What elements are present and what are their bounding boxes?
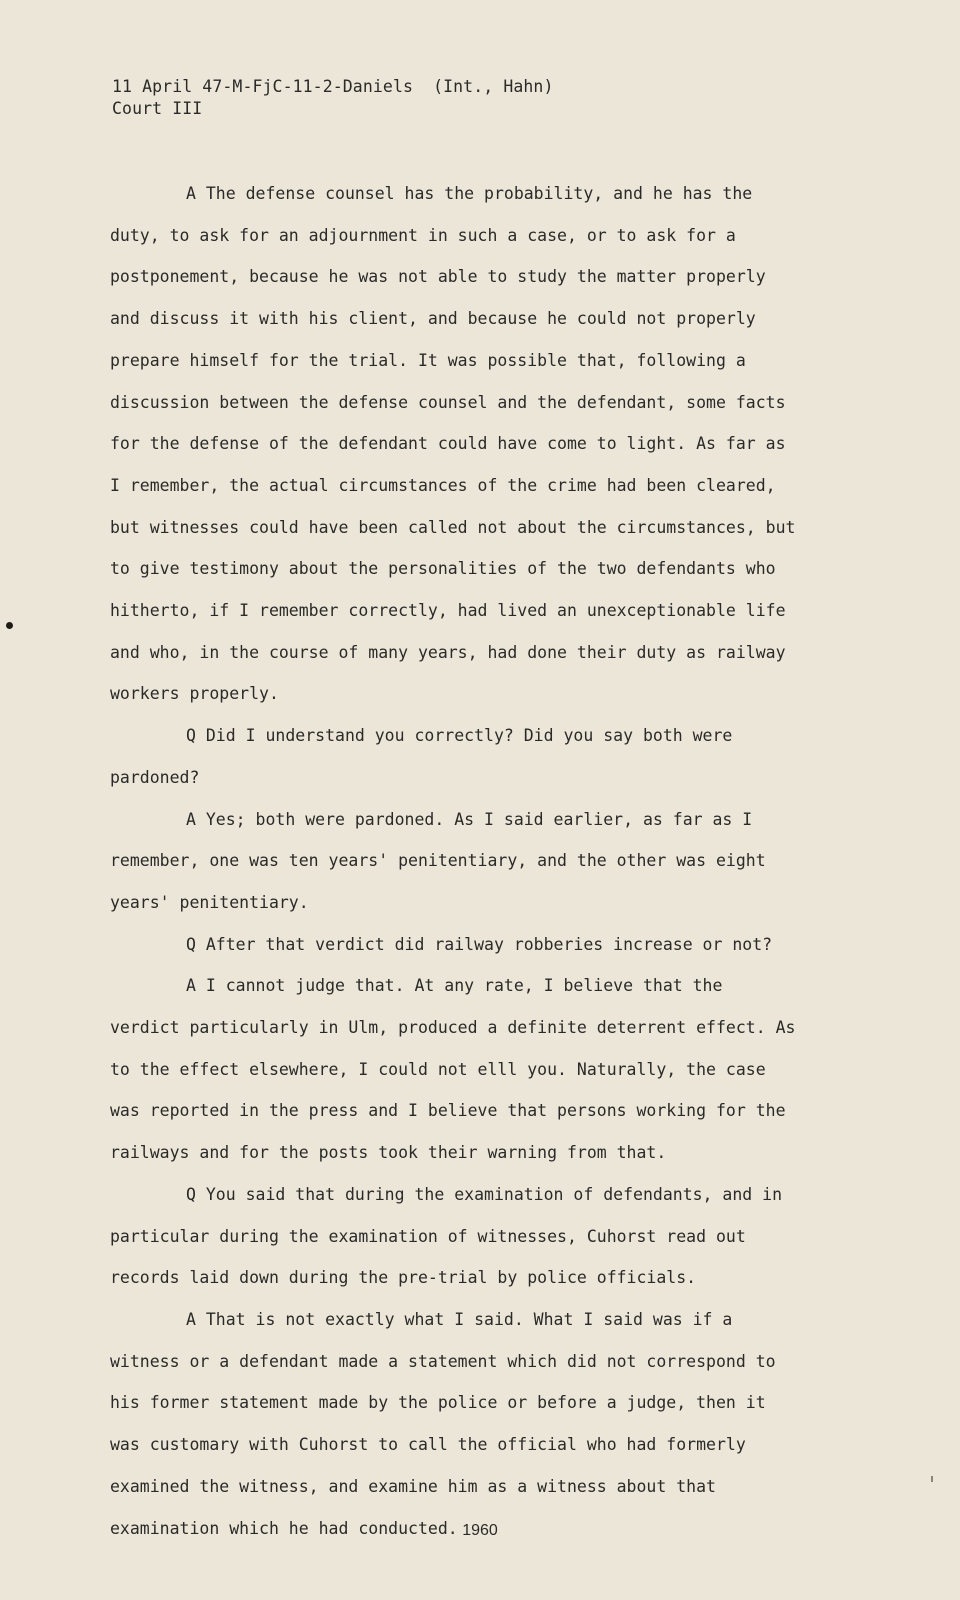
paragraph-answer-3: A I cannot judge that. At any rate, I believe that the verdict particularly in Ulm, produced a definite deterrent effect. As to the effect elsewhere, I could not elll you. Naturally, the case was reported in the press and I believe that persons working for the railways and for the posts took their warning from that. xyxy=(110,976,796,1163)
header-line-1: 11 April 47-M-FjC-11-2-Daniels (Int., Hahn) xyxy=(112,77,554,96)
paragraph-answer-1: A The defense counsel has the probability, and he has the duty, to ask for an adjournment in such a case, or to ask for a postponement, because he was not able to study the matter properly and discuss it with his client, and because he could not properly prepare himself for the trial. It was possible that, following a discussion between the defense counsel and the defendant, some facts for the defense of the defendant could have come to light. As far as I remember, the actual circumstances of the crime had been cleared, but witnesses could have been called not about the circumstances, but to give testimony about the personalities of the two defendants who hitherto, if I remember correctly, had lived an unexceptionable life and who, in the course of many years, had done their duty as railway workers properly. xyxy=(110,184,796,704)
page-number: 1960 xyxy=(462,1522,498,1539)
punch-hole-mark xyxy=(6,622,13,629)
document-header xyxy=(112,76,554,120)
paragraph-answer-4: A That is not exactly what I said. What I said was if a witness or a defendant made a statement which did not correspond to his former statement made by the police or before a judge, then it was customary with Cuhorst to call the official who had formerly examined the witness, and examine him as a witness about that examination which he had conducted. xyxy=(110,1309,776,1538)
paragraph-question-3: Q You said that during the examination of defendants, and in particular during the examination of witnesses, Cuhorst read out records laid down during the pre-trial by police officials. xyxy=(110,1184,783,1288)
paragraph-question-1: Q Did I understand you correctly? Did you say both were pardoned? xyxy=(110,726,733,787)
header-line-2: Court III xyxy=(112,99,203,118)
paragraph-question-2: Q After that verdict did railway robberies increase or not? xyxy=(186,934,773,954)
paragraph-answer-2: A Yes; both were pardoned. As I said earlier, as far as I remember, one was ten years' penitentiary, and the other was eight years' penitentiary. xyxy=(110,809,766,912)
testimony-body xyxy=(110,173,800,1549)
stray-ink-mark xyxy=(931,1476,933,1482)
